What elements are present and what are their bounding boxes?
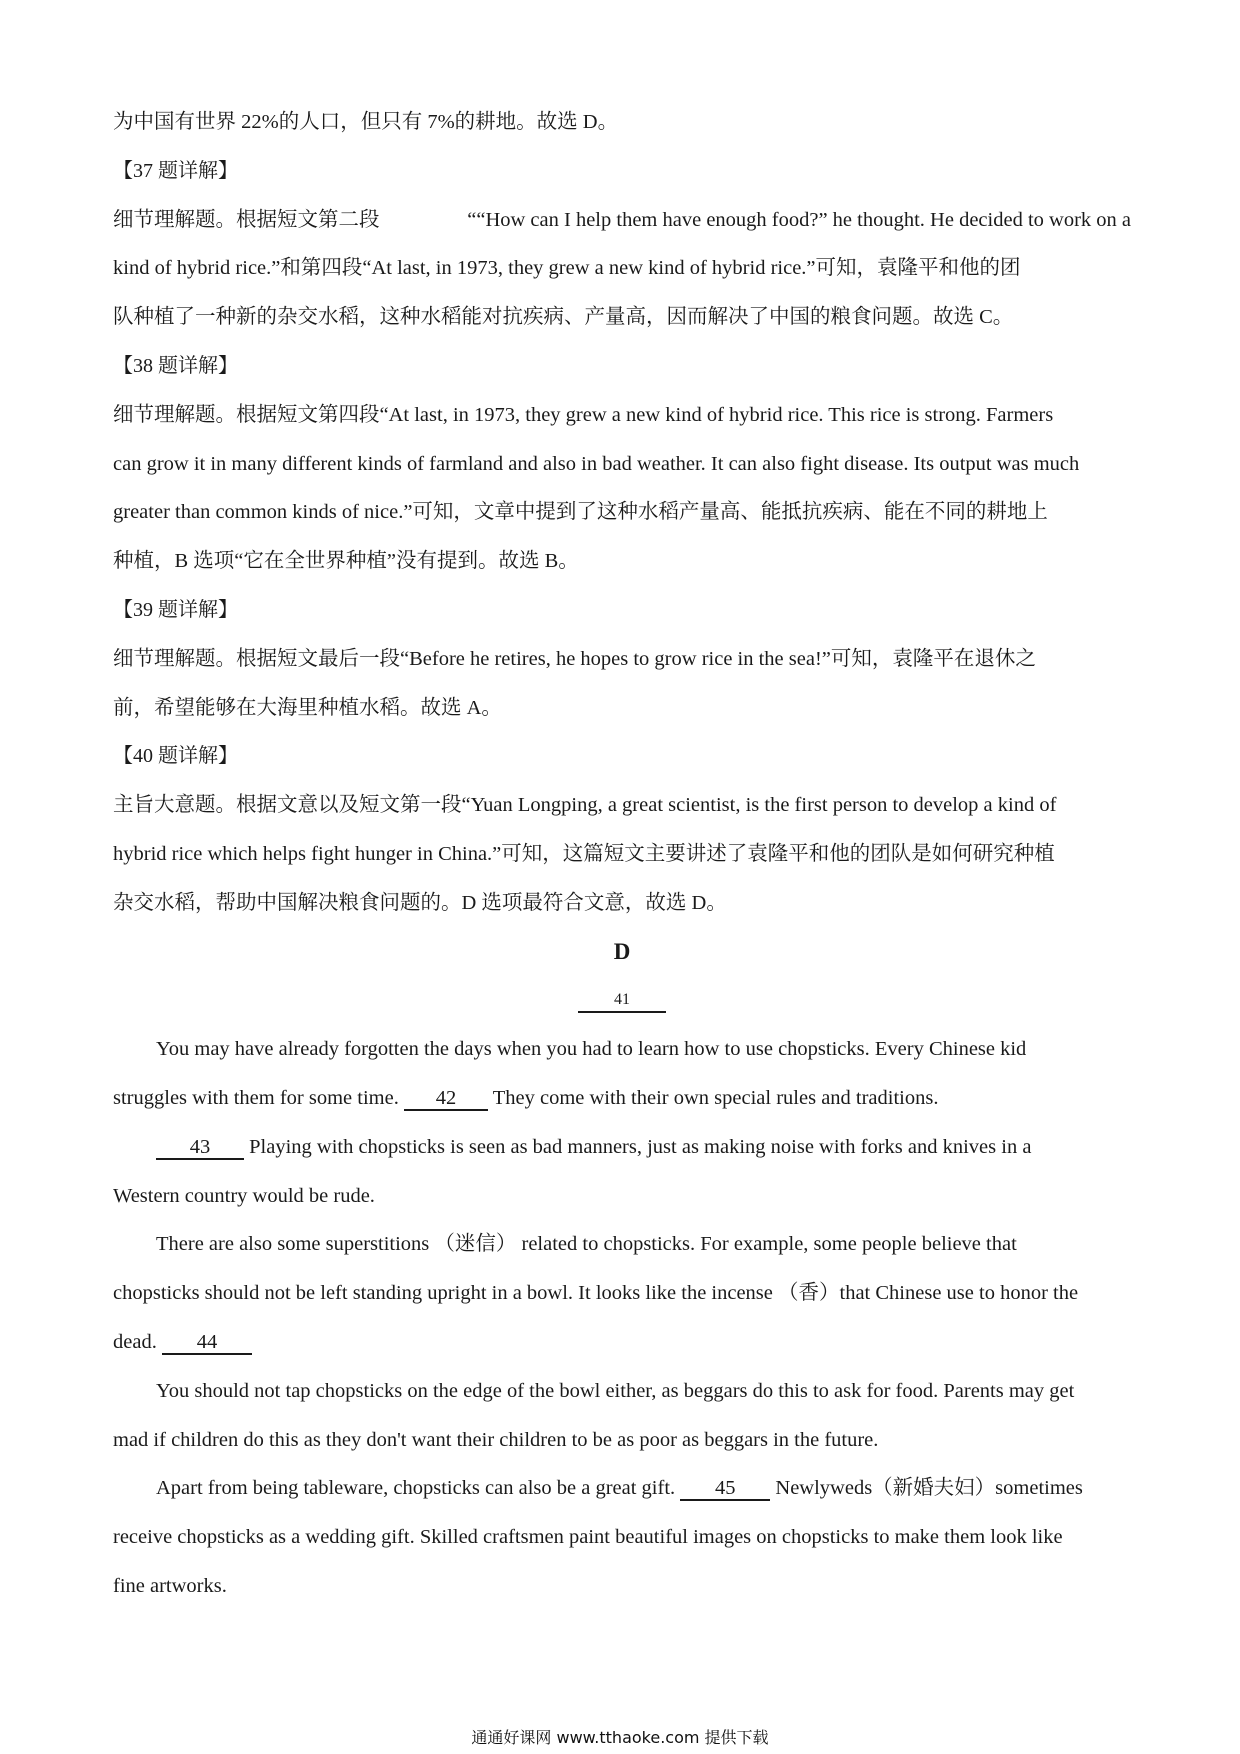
answer-38-line-4: 种植，B 选项“它在全世界种植”没有提到。故选 B。	[113, 550, 579, 573]
passage-p4-line-2: mad if children do this as they don't want their children to be as poor as beggars in the future.	[113, 1428, 879, 1451]
passage-p1-line-2-post: They come with their own special rules and traditions.	[492, 1086, 939, 1109]
passage-p5-line-1	[113, 1464, 1131, 1513]
passage-p2-line-1	[113, 1123, 1131, 1172]
answer-37-line-1a: 细节理解题。根据短文第二段	[113, 208, 380, 231]
answer-39-line-1: 细节理解题。根据短文最后一段“Before he retires, he hopes to grow rice in the sea!”可知，袁隆平在退休之	[113, 647, 1036, 670]
passage-p5-line-3: fine artworks.	[113, 1574, 227, 1597]
heading-37: 【37 题详解】	[113, 159, 238, 182]
passage-p3-line-2: chopsticks should not be left standing upright in a bowl. It looks like the incense （香）that Chinese use to honor the	[113, 1282, 1079, 1305]
passage-p3-line-3	[113, 1318, 1131, 1367]
passage-p5-line-1-post: Newlyweds（新婚夫妇）sometimes	[775, 1477, 1083, 1500]
heading-39: 【39 题详解】	[113, 598, 238, 621]
answer-39-line-2: 前，希望能够在大海里种植水稻。故选 A。	[113, 696, 502, 719]
passage-p3-line-3-pre: dead.	[113, 1330, 157, 1353]
document-page	[113, 98, 1131, 1611]
passage-p2-line-1-post: Playing with chopsticks is seen as bad manners, just as making noise with forks and knives in a	[249, 1135, 1032, 1158]
passage-p5-line-2: receive chopsticks as a wedding gift. Skilled craftsmen paint beautiful images on chopsticks to make them look like	[113, 1526, 1063, 1549]
answer-38-line-2: can grow it in many different kinds of farmland and also in bad weather. It can also fight disease. Its output was much	[113, 452, 1080, 475]
answer-37-line-1b: ““How can I help them have enough food?” he thought. He decided to work on a	[467, 208, 1131, 231]
answer-40-line-2: hybrid rice which helps fight hunger in China.”可知，这篇短文主要讲述了袁隆平和他的团队是如何研究种植	[113, 842, 1055, 865]
answer-37-line-2: kind of hybrid rice.”和第四段“At last, in 1973, they grew a new kind of hybrid rice.”可知，袁隆平和他的团	[113, 257, 1021, 280]
answer-38-line-3: greater than common kinds of nice.”可知，文章中提到了这种水稻产量高、能抵抗疾病、能在不同的耕地上	[113, 501, 1048, 524]
answer-40-line-3: 杂交水稻，帮助中国解决粮食问题的。D 选项最符合文意，故选 D。	[113, 891, 727, 914]
passage-p1-line-2	[113, 1074, 1131, 1123]
answer-37-line-3: 队种植了一种新的杂交水稻，这种水稻能对抗疾病、产量高，因而解决了中国的粮食问题。故选 C。	[113, 306, 1014, 329]
blank-41-row	[113, 976, 1131, 1025]
passage-p5-line-1-pre: Apart from being tableware, chopsticks can also be a great gift.	[156, 1477, 676, 1500]
blank-41: 41	[578, 989, 666, 1013]
answer-38-line-1: 细节理解题。根据短文第四段“At last, in 1973, they grew a new kind of hybrid rice. This rice is strong. Farmers	[113, 403, 1054, 426]
passage-p1-line-2-pre: struggles with them for some time.	[113, 1086, 399, 1109]
heading-40: 【40 题详解】	[113, 745, 238, 768]
blank-42: 42	[404, 1087, 488, 1111]
answer-40-line-1: 主旨大意题。根据文意以及短文第一段“Yuan Longping, a great scientist, is the first person to develop a kind of	[113, 794, 1057, 817]
passage-p1-line-1: You may have already forgotten the days when you had to learn how to use chopsticks. Every Chinese kid	[156, 1038, 1027, 1061]
passage-p3-line-1: There are also some superstitions （迷信） related to chopsticks. For example, some people believe that	[156, 1233, 1017, 1256]
section-d-title: D	[613, 938, 631, 964]
blank-43: 43	[156, 1136, 244, 1160]
passage-p4-line-1: You should not tap chopsticks on the edge of the bowl either, as beggars do this to ask for food. Parents may get	[156, 1379, 1075, 1402]
blank-44: 44	[162, 1331, 252, 1355]
answer-36-tail: 为中国有世界 22%的人口，但只有 7%的耕地。故选 D。	[113, 111, 619, 133]
answer-37-line-1	[113, 196, 1131, 245]
footer-source: 通通好课网 www.tthaoke.com 提供下载	[471, 1728, 769, 1747]
blank-45: 45	[680, 1477, 770, 1501]
passage-p2-line-2: Western country would be rude.	[113, 1184, 375, 1207]
heading-38: 【38 题详解】	[113, 354, 238, 377]
